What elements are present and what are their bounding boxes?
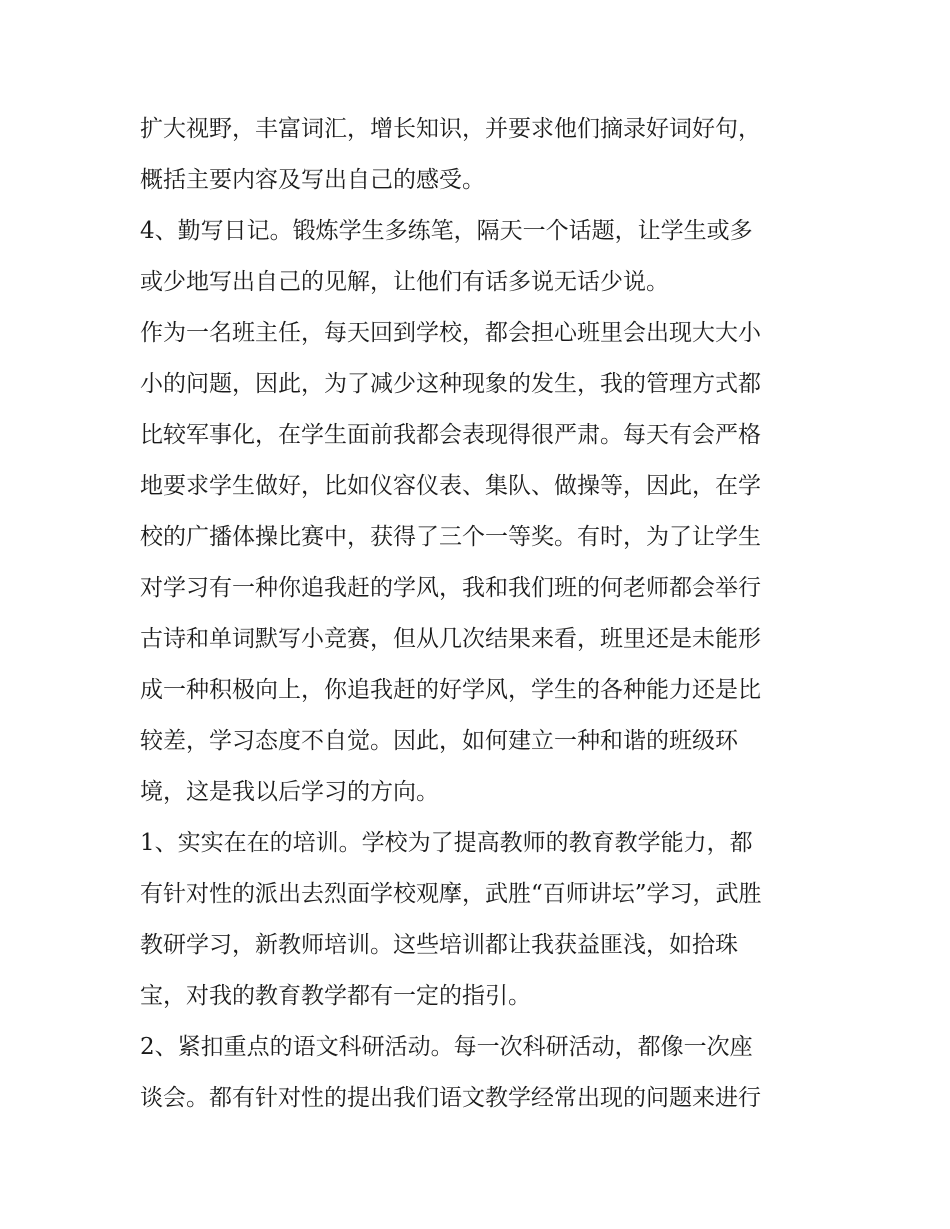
- text-line: 古诗和单词默写小竞赛，但从几次结果来看，班里还是未能形: [140, 626, 761, 652]
- text-line: 成一种积极向上，你追我赶的好学风，学生的各种能力还是比: [140, 677, 761, 703]
- text-line: 概括主要内容及写出自己的感受。: [140, 167, 485, 193]
- text-line: 境，这是我以后学习的方向。: [140, 779, 439, 805]
- text-line: 2、紧扣重点的语文科研活动。每一次科研活动，都像一次座: [140, 1034, 753, 1060]
- text-line: 对学习有一种你追我赶的学风，我和我们班的何老师都会举行: [140, 575, 761, 601]
- document-page: [140, 104, 820, 1124]
- text-line: 谈会。都有针对性的提出我们语文教学经常出现的问题来进行: [140, 1085, 761, 1111]
- text-line: 作为一名班主任，每天回到学校，都会担心班里会出现大大小: [140, 320, 761, 346]
- text-line: 校的广播体操比赛中，获得了三个一等奖。有时，为了让学生: [140, 524, 761, 550]
- text-line: 4、勤写日记。锻炼学生多练笔，隔天一个话题，让学生或多: [140, 218, 753, 244]
- text-line: 宝，对我的教育教学都有一定的指引。: [140, 983, 531, 1009]
- text-line: 扩大视野，丰富词汇，增长知识，并要求他们摘录好词好句，: [140, 116, 761, 142]
- text-line: 小的问题，因此，为了减少这种现象的发生，我的管理方式都: [140, 371, 761, 397]
- text-line: 或少地写出自己的见解，让他们有话多说无话少说。: [140, 269, 669, 295]
- text-line: 教研学习，新教师培训。这些培训都让我获益匪浅，如拾珠: [140, 932, 738, 958]
- text-line: 有针对性的派出去烈面学校观摩，武胜“百师讲坛”学习，武胜: [140, 881, 762, 907]
- text-line: 地要求学生做好，比如仪容仪表、集队、做操等，因此，在学: [140, 473, 761, 499]
- text-line: 较差，学习态度不自觉。因此，如何建立一种和谐的班级环: [140, 728, 738, 754]
- text-line: 比较军事化，在学生面前我都会表现得很严肃。每天有会严格: [140, 422, 761, 448]
- text-line: 1、实实在在的培训。学校为了提高教师的教育教学能力，都: [140, 830, 753, 856]
